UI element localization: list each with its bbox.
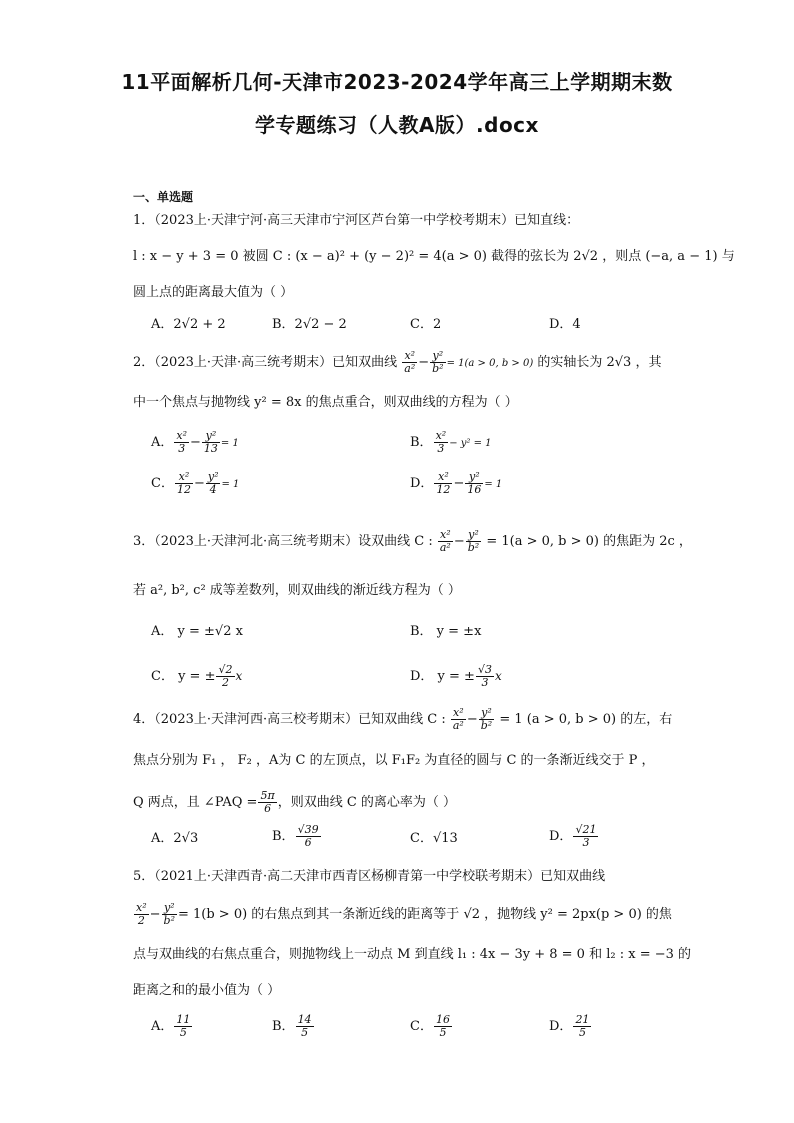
q5-stem-line2: $\frac{\text{x²}}{2}$ − $\frac{\text{y²}}{\text{b²}}$ = 1(b > 0) 的右焦点到其一条渐近线的距离等于 √2 ，抛物线 y² = 2px(p > 0) 的焦 — [136, 901, 672, 927]
q4-option-c: C．√13 — [410, 831, 458, 846]
q3-option-b: B． y = ±x — [410, 624, 482, 639]
q1-option-c: C．2 — [410, 317, 442, 332]
q3-stem-line2: 若 a², b², c² 成等差数列，则双曲线的渐近线方程为（ ） — [133, 583, 461, 598]
q3-stem-line1: 3．（2023上·天津河北·高三统考期末）设双曲线 C : $\frac{\text{x²}}{\text{a²}}$ − $\frac{\text{y²}}{\text{b²}}$ = 1(a > 0, b > 0) 的焦距为 2c ， — [133, 528, 692, 554]
q2-fraction-x: $\frac{\text{x²}}{\text{a²}}$ — [404, 349, 416, 375]
q4-stem-line2: 焦点分别为 F₁ ， F₂ ，A为 C 的左顶点，以 F₁F₂ 为直径的圆与 C 的一条渐近线交于 P ， — [133, 753, 655, 768]
q2-option-d: D． $\frac{\text{x²}}{12}$ − $\frac{\text{y²}}{16}$ = 1 — [410, 470, 503, 496]
q5-stem-line3: 点与双曲线的右焦点重合，则抛物线上一动点 M 到直线 l₁ : 4x − 3y + 8 = 0 和 l₂ : x = −3 的 — [133, 947, 692, 962]
q1-option-d: D．4 — [549, 317, 581, 332]
q1-option-a: A．2√2 + 2 — [151, 317, 226, 332]
q2-option-a: A． $\frac{\text{x²}}{3}$ − $\frac{\text{y²}}{13}$ = 1 — [151, 429, 239, 455]
q3-fraction-y: $\frac{\text{y²}}{\text{b²}}$ — [467, 528, 480, 554]
q5-fraction-x: $\frac{\text{x²}}{2}$ — [136, 901, 147, 927]
q1-option-b: B．2√2 − 2 — [272, 317, 347, 332]
q2-stem-line1: 2．（2023上·天津·高三统考期末）已知双曲线 $\frac{\text{x²}}{\text{a²}}$ − $\frac{\text{y²}}{\text{b²}}$ = 1(a > 0, b > 0) 的实轴长为 2√3 ，其 — [133, 349, 662, 375]
q5-option-d: D． $\frac{21}{5}$ — [549, 1013, 590, 1039]
q4-option-d: D． $\frac{√21}{3}$ — [549, 823, 597, 849]
q1-stem-line1: 1．（2023上·天津宁河·高三天津市宁河区芦台第一中学校考期末）已知直线： — [133, 213, 580, 228]
q4-option-a: A．2√3 — [151, 831, 199, 846]
q4-option-b: B． $\frac{√39}{6}$ — [272, 823, 319, 849]
q1-stem-line2: l : x − y + 3 = 0 被圆 C : (x − a)² + (y − 2)² = 4(a > 0) 截得的弦长为 2√2 ，则点 (−a, a − 1) 与 — [133, 249, 735, 264]
q2-option-b: B． $\frac{\text{x²}}{3}$ − y² = 1 — [410, 429, 492, 455]
q5-fraction-y: $\frac{\text{y²}}{\text{b²}}$ — [163, 901, 175, 927]
q5-option-b: B． $\frac{14}{5}$ — [272, 1013, 312, 1039]
q4-angle-fraction: $\frac{5\pi}{6}$ — [260, 789, 275, 815]
q3-option-d: D． y = ± $\frac{√3}{3}$ x — [410, 663, 502, 689]
q2-option-c: C． $\frac{\text{x²}}{12}$ − $\frac{\text{y²}}{4}$ = 1 — [151, 470, 240, 496]
q5-stem-line1: 5．（2021上·天津西青·高二天津市西青区杨柳青第一中学校联考期末）已知双曲线 — [133, 869, 606, 884]
q2-stem-line2: 中一个焦点与抛物线 y² = 8x 的焦点重合，则双曲线的方程为（ ） — [133, 395, 518, 410]
q5-option-a: A． $\frac{11}{5}$ — [151, 1013, 191, 1039]
q1-stem-line3: 圆上点的距离最大值为（ ） — [133, 285, 294, 300]
document-title-line1: 11平面解析几何-天津市2023-2024学年高三上学期期末数 — [121, 70, 673, 94]
q4-stem-line1: 4．（2023上·天津河西·高三校考期末）已知双曲线 C : $\frac{\text{x²}}{\text{a²}}$ − $\frac{\text{y²}}{\text{b²}}$ = 1 (a > 0, b > 0) 的左，右 — [133, 706, 673, 732]
q4-fraction-x: $\frac{\text{x²}}{\text{a²}}$ — [452, 706, 464, 732]
section-heading: 一、单选题 — [133, 190, 194, 204]
q5-stem-line4: 距离之和的最小值为（ ） — [133, 983, 281, 998]
q4-stem-line3: Q 两点，且 ∠PAQ = $\frac{5\pi}{6}$ ，则双曲线 C 的离心率为（ ） — [133, 789, 457, 815]
q4-fraction-y: $\frac{\text{y²}}{\text{b²}}$ — [480, 706, 493, 732]
q2-stem-suffix: 的实轴长为 2√3 ，其 — [537, 355, 662, 370]
q2-stem-prefix: 2．（2023上·天津·高三统考期末）已知双曲线 — [133, 355, 398, 370]
q2-condition: = 1(a > 0, b > 0) — [446, 358, 534, 369]
q2-fraction-y: $\frac{\text{y²}}{\text{b²}}$ — [432, 349, 444, 375]
q5-option-c: C． $\frac{16}{5}$ — [410, 1013, 450, 1039]
q3-option-c: C． y = ± $\frac{√2}{2}$ x — [151, 663, 243, 689]
q3-option-a: A． y = ±√2 x — [151, 624, 243, 639]
document-title-line2: 学专题练习（人教A版）.docx — [255, 113, 539, 137]
q3-fraction-x: $\frac{\text{x²}}{\text{a²}}$ — [439, 528, 451, 554]
